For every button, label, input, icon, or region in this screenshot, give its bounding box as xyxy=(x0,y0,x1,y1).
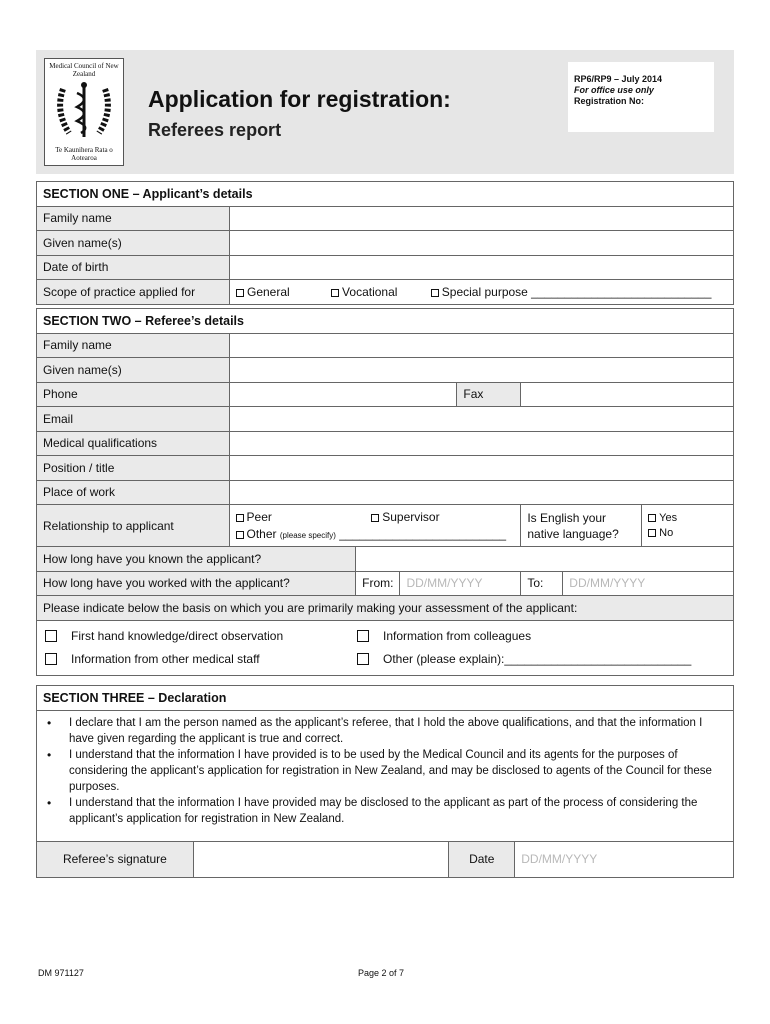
signature-field[interactable] xyxy=(193,841,449,877)
checkbox-icon xyxy=(331,289,339,297)
basis-colleagues-option[interactable]: Information from colleagues xyxy=(357,625,531,648)
checkbox-icon xyxy=(371,514,379,522)
known-duration-field[interactable] xyxy=(356,547,734,572)
document-id: DM 971127 xyxy=(38,968,84,978)
council-logo: Medical Council of New Zealand Te Kaunihera Rata o Aotearoa xyxy=(44,58,124,166)
checkbox-icon xyxy=(236,531,244,539)
basis-medical-staff-option[interactable]: Information from other medical staff xyxy=(45,648,357,671)
declaration-bullet: • I understand that the information I have provided is to be used by the Medical Council and its agents for the purposes of considering the applicant’s application for registration in New Zealand, and may be disclosed to agents of the Council for these purposes. xyxy=(45,747,723,795)
applicant-given-names-field[interactable] xyxy=(230,231,734,256)
referee-given-names-field[interactable] xyxy=(229,358,733,383)
other-option[interactable]: Other (please specify) _________________________ xyxy=(236,526,515,544)
referee-family-name-field[interactable] xyxy=(229,333,733,358)
section-heading: SECTION ONE – Applicant’s details xyxy=(37,182,734,207)
applicant-family-name-field[interactable] xyxy=(230,206,734,231)
declaration-text xyxy=(37,710,734,841)
english-yes-option[interactable]: Yes xyxy=(648,511,727,526)
scope-general-option[interactable]: General xyxy=(236,285,290,299)
page-subtitle: Referees report xyxy=(148,120,282,140)
checkbox-icon xyxy=(431,289,439,297)
english-question: Is English your native language? xyxy=(521,505,642,547)
worked-from-date-field[interactable]: DD/MM/YYYY xyxy=(400,571,521,596)
section-heading: SECTION THREE – Declaration xyxy=(37,686,734,711)
section-heading: SECTION TWO – Referee’s details xyxy=(37,309,734,334)
fax-field[interactable] xyxy=(521,382,734,407)
page-title: Application for registration: xyxy=(148,86,451,112)
scope-vocational-option[interactable]: Vocational xyxy=(331,285,397,299)
checkbox-icon xyxy=(45,630,57,642)
email-field[interactable] xyxy=(229,407,733,432)
declaration-bullet: • I understand that the information I have provided may be disclosed to the applicant as part of the process of considering the applicant’s application for registration in New Zealand. xyxy=(45,795,723,827)
checkbox-icon xyxy=(45,653,57,665)
caduceus-icon xyxy=(53,79,115,141)
page-number: Page 2 of 7 xyxy=(358,968,405,978)
declaration-bullet: • I declare that I am the person named as the applicant’s referee, that I hold the above qualifications, and that the information I have given regarding the applicant is true and correct. xyxy=(45,715,723,747)
checkbox-icon xyxy=(648,514,656,522)
checkbox-icon xyxy=(357,653,369,665)
section-two-table: SECTION TWO – Referee’s details Family name Given name(s) Phone Fax Email Medical qualifications Position / title Place of work Relationship to applicant Peer Supervisor Other (please specify) _________________________ Is English your native language? Yes No How long have you known the applicant? How long have you worked with the applicant? From: DD/MM/YYYY To: DD/MM/YYYY Please indicate below the basis on which you are primarily making your assessment of the applicant: First hand knowledge/direct observation Information from colleagues Information from other medical staff Other (please explain):____________________________ xyxy=(36,308,734,676)
checkbox-icon xyxy=(648,529,656,537)
basis-options xyxy=(37,620,734,675)
applicant-dob-field[interactable] xyxy=(230,255,734,280)
scope-options xyxy=(230,280,734,305)
signature-date-field[interactable]: DD/MM/YYYY xyxy=(515,841,734,877)
scope-special-option[interactable]: Special purpose ___________________________ xyxy=(431,285,712,299)
section-three-table: SECTION THREE – Declaration • I declare that I am the person named as the applicant’s referee, that I hold the above qualifications, and that the information I have given regarding the applicant is true and correct. • I understand that the information I have provided is to be used by the Medical Council and its agents for the purposes of considering the applicant’s application for registration in New Zealand, and may be disclosed to agents of the Council for these purposes. • I understand that the information I have provided may be disclosed to the applicant as part of the process of considering the applicant’s application for registration in New Zealand. Referee’s signature Date DD/MM/YYYY xyxy=(36,685,734,878)
place-of-work-field[interactable] xyxy=(229,480,733,505)
supervisor-option[interactable]: Supervisor xyxy=(371,510,439,524)
english-no-option[interactable]: No xyxy=(648,526,727,541)
english-options xyxy=(642,505,734,547)
checkbox-icon xyxy=(236,514,244,522)
section-one-table: SECTION ONE – Applicant’s details Family name Given name(s) Date of birth Scope of practice applied for General Vocational Special purpose ___________________________ xyxy=(36,181,734,305)
position-field[interactable] xyxy=(229,456,733,481)
peer-option[interactable]: Peer xyxy=(236,510,272,524)
office-use-box: RP6/RP9 – July 2014 For office use only Registration No: xyxy=(568,62,714,132)
worked-to-date-field[interactable]: DD/MM/YYYY xyxy=(563,571,734,596)
checkbox-icon xyxy=(236,289,244,297)
basis-other-option[interactable]: Other (please explain):____________________________ xyxy=(357,648,691,671)
qualifications-field[interactable] xyxy=(229,431,733,456)
checkbox-icon xyxy=(357,630,369,642)
relationship-options xyxy=(229,505,521,547)
phone-field[interactable] xyxy=(229,382,457,407)
form-header xyxy=(36,50,734,174)
basis-first-hand-option[interactable]: First hand knowledge/direct observation xyxy=(45,625,357,648)
